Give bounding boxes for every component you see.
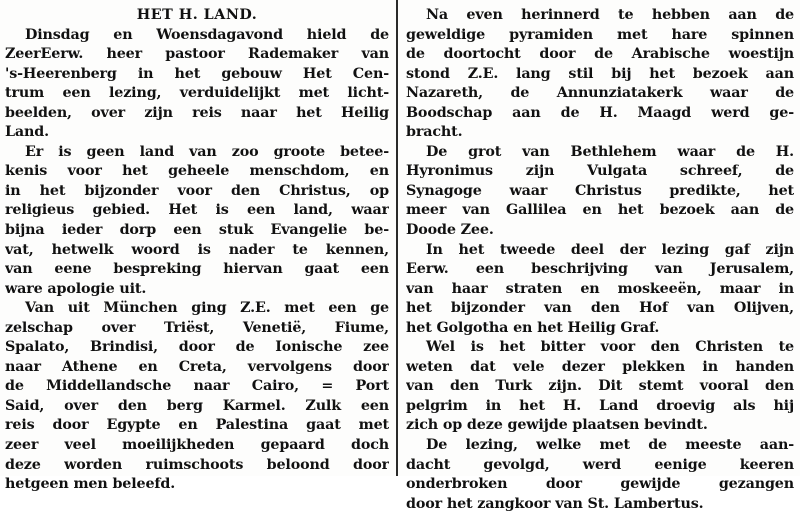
- text-line: 's-Heerenberg in het gebouw Het Cen-: [5, 65, 389, 82]
- text-line: beelden, over zijn reis naar het Heilig: [5, 104, 389, 121]
- text-line: Er is geen land van zoo groote betee-: [25, 143, 389, 160]
- text-line: stond Z.E. lang stil bij het bezoek aan: [406, 65, 794, 82]
- text-line: vat, hetwelk woord is nader te kennen,: [5, 241, 389, 258]
- text-line: geweldige pyramiden met hare spinnen: [406, 26, 794, 43]
- text-line: Eerw. een beschrijving van Jerusalem,: [406, 261, 794, 278]
- text-line: Boodschap aan de H. Maagd werd ge-: [406, 104, 794, 121]
- text-line: Nazareth, de Annunziatakerk waar de: [406, 85, 794, 102]
- text-line: hetgeen men beleefd.: [5, 476, 176, 493]
- text-line: ZeerEerw. heer pastoor Rademaker van: [5, 46, 389, 63]
- text-line: Said, over den berg Karmel. Zulk een: [5, 397, 389, 414]
- right-column-text: [406, 6, 794, 514]
- text-line: Doode Zee.: [406, 222, 494, 239]
- text-line: bijna ieder dorp een stuk Evangelie be-: [5, 222, 389, 239]
- text-line: kenis voor het geheele menschdom, en: [5, 163, 389, 180]
- text-line: zeer veel moeilijkheden gepaard doch: [5, 437, 389, 454]
- text-line: onderbroken door gewijde gezangen: [406, 476, 794, 493]
- text-line: van haar straten en moskeeën, maar in: [406, 280, 794, 297]
- text-line: Dinsdag en Woensdagavond hield de: [25, 26, 389, 43]
- text-line: ware apologie uit.: [5, 280, 147, 297]
- text-line: trum een lezing, verduidelijkt met licht-: [5, 85, 389, 102]
- text-line: de doortocht door de Arabische woestijn: [406, 46, 794, 63]
- article-title: HET H. LAND.: [136, 7, 258, 23]
- text-line: dacht gevolgd, werd eenige keeren: [406, 456, 794, 473]
- text-line: Wel is het bitter voor den Christen te: [426, 339, 794, 356]
- text-line: het Golgotha en het Heilig Graf.: [406, 319, 660, 336]
- text-line: deze worden ruimschoots beloond door: [5, 456, 389, 473]
- text-line: Na even herinnerd te hebben aan de: [426, 7, 794, 23]
- text-line: naar Athene en Creta, vervolgens door: [5, 358, 389, 375]
- text-line: het bijzonder van den Hof van Olijven,: [406, 300, 794, 317]
- text-line: bracht.: [406, 124, 463, 141]
- left-column: [5, 6, 389, 495]
- text-line: De grot van Bethlehem waar de H.: [426, 143, 794, 160]
- text-line: Spalato, Brindisi, door de Ionische zee: [5, 339, 389, 356]
- text-line: van den Turk zijn. Dit stemt vooral den: [406, 378, 794, 395]
- text-line: pelgrim in het H. Land droevig als hij: [406, 397, 794, 414]
- text-line: Synagoge waar Christus predikte, het: [406, 182, 794, 199]
- text-line: meer van Gallilea en het bezoek aan de: [406, 202, 794, 219]
- text-line: religieus gebied. Het is een land, waar: [5, 202, 389, 219]
- text-line: weten dat vele dezer plekken in handen: [406, 358, 794, 375]
- text-line: van eene bespreking hiervan gaat een: [5, 261, 389, 278]
- text-line: reis door Egypte en Palestina gaat met: [5, 417, 389, 434]
- text-line: door het zangkoor van St. Lambertus.: [406, 495, 704, 512]
- text-line: Land.: [5, 124, 49, 141]
- left-column-text: [5, 26, 389, 495]
- text-line: In het tweede deel der lezing gaf zijn: [426, 241, 794, 258]
- text-line: Hyronimus zijn Vulgata schreef, de: [406, 163, 794, 180]
- text-line: in het bijzonder voor den Christus, op: [5, 182, 389, 199]
- right-column: [406, 6, 794, 514]
- text-line: zelschap over Triëst, Venetië, Fiume,: [5, 319, 389, 336]
- text-line: de Middellandsche naar Cairo, = Port: [5, 378, 389, 395]
- text-line: De lezing, welke met de meeste aan-: [426, 437, 794, 454]
- column-divider: [396, 0, 398, 476]
- text-line: Van uit München ging Z.E. met een ge: [25, 300, 389, 317]
- text-line: zich op deze gewijde plaatsen bevindt.: [406, 417, 708, 434]
